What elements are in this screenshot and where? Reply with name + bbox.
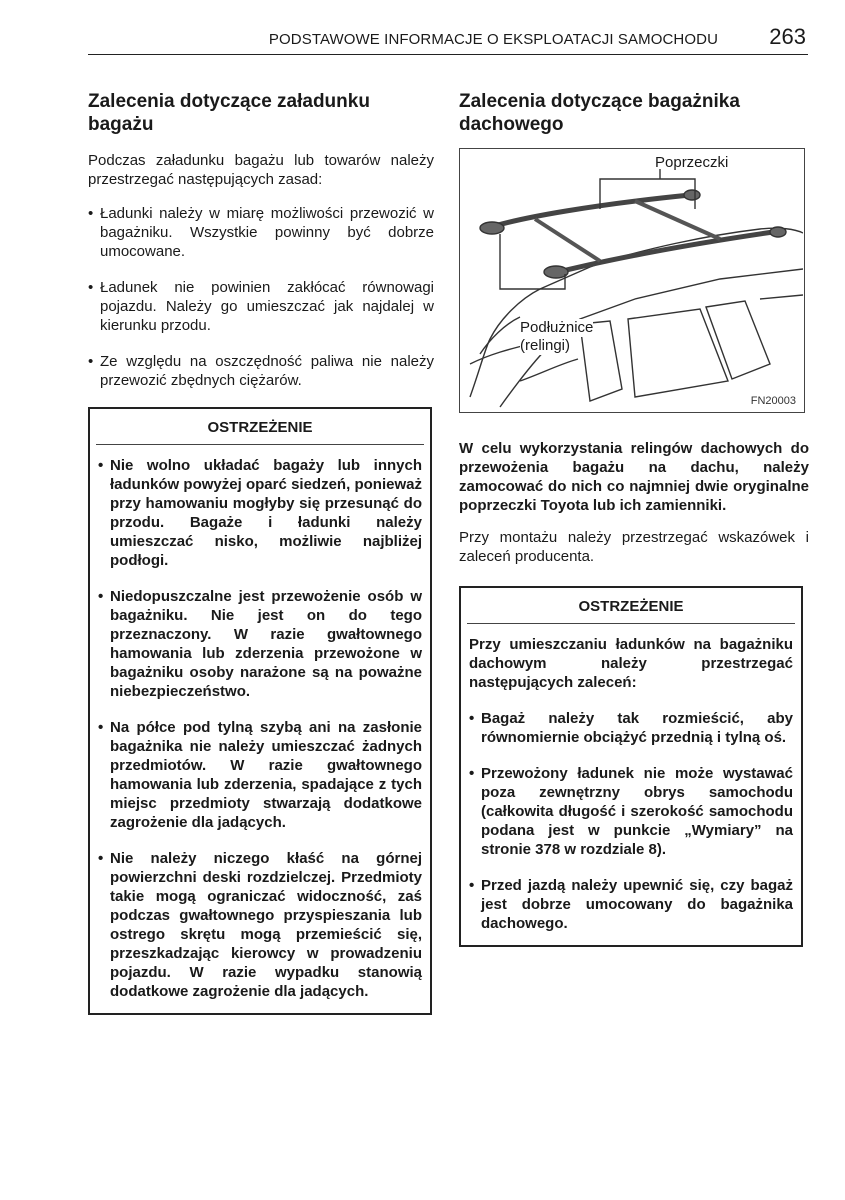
left-warning-box <box>88 407 432 1015</box>
warning-list <box>90 445 430 1001</box>
header-title: PODSTAWOWE INFORMACJE O EKSPLOATACJI SAMOCHODU <box>268 31 718 48</box>
warning-intro: Przy umieszczaniu ładunków na bagażniku dachowym należy przestrzegać następujących zaleceń: <box>469 636 793 691</box>
left-heading: Zalecenia dotyczące załadunku bagażu <box>88 91 370 135</box>
list-item: • Niedopuszczalne jest przewożenie osób w bagażniku. Nie jest on do tego przeznaczony. W razie gwałtownego hamowania lub zderzenia przewożone w bagażniku osoby narażone są na poważne niebezpieczeństwo. <box>98 587 422 701</box>
figure-code: FN20003 <box>750 395 796 407</box>
warning-title: OSTRZEŻENIE <box>96 409 424 445</box>
rails-label-1: Podłużnice <box>520 319 594 336</box>
list-item: • Ładunki należy w miarę możliwości przewozić w bagażniku. Wszystkie powinny być dobrze umocowane. <box>88 204 434 261</box>
list-item: • Bagaż należy tak rozmieścić, aby równomiernie obciążyć przednią i tylną oś. <box>469 709 793 747</box>
list-item: • Nie należy niczego kłaść na górnej powierzchni deski rozdzielczej. Przedmioty takie mogą ograniczać widoczność, zaś podczas gwałtownego przyspieszania lub ostrego skrętu mogą przemieścić się, przeszkadzając kierowcy w prowadzeniu pojazdu. W razie wypadku stanowią dodatkowe zagrożenie dla jadących. <box>98 849 422 1001</box>
right-column <box>459 90 809 947</box>
list-item: • Ze względu na oszczędność paliwa nie należy przewozić zbędnych ciężarów. <box>88 352 434 390</box>
warning-list <box>461 692 801 933</box>
rails-label-2: (relingi) <box>520 337 571 354</box>
page-header <box>88 24 808 55</box>
warning-title: OSTRZEŻENIE <box>467 588 795 624</box>
roof-rack-bold-paragraph: W celu wykorzystania relingów dachowych do przewożenia bagażu na dachu, należy zamocować do nich co najmniej dwie oryginalne poprzeczki Toyota lub ich zamienniki. <box>459 440 809 514</box>
right-warning-box <box>459 586 803 947</box>
list-item: • Na półce pod tylną szybą ani na zasłonie bagażnika nie należy umieszczać żadnych przedmiotów. W razie gwałtownego hamowania lub zderzenia, spadające z tych miejsc przedmioty stwarzają dodatkowe zagrożenie dla jadących. <box>98 718 422 832</box>
page-number: 263 <box>769 24 806 49</box>
list-item: • Przewożony ładunek nie może wystawać poza zewnętrzny obrys samochodu (całkowita długość i szerokość samochodu podana jest w punkcie „Wymiary” na stronie 378 w rozdziale 8). <box>469 764 793 859</box>
list-item: • Nie wolno układać bagaży lub innych ładunków powyżej oparć siedzeń, ponieważ przy hamowaniu mogłyby się przesunąć do przodu. Bagaże i ładunki należy umieszczać nisko, możliwie najbliżej podłogi. <box>98 456 422 570</box>
roof-rack-figure <box>459 148 805 413</box>
roof-rack-paragraph: Przy montażu należy przestrzegać wskazówek i zaleceń producenta. <box>459 529 809 565</box>
left-intro: Podczas załadunku bagażu lub towarów należy przestrzegać następujących zasad: <box>88 152 434 188</box>
crossbars-label: Poprzeczki <box>655 154 729 171</box>
list-item: • Ładunek nie powinien zakłócać równowagi pojazdu. Należy go umieszczać jak najdalej w kierunku przodu. <box>88 278 434 335</box>
right-heading: Zalecenia dotyczące bagażnika dachowego <box>459 91 740 135</box>
left-column <box>88 90 434 1015</box>
roof-rack-illustration <box>460 149 803 411</box>
left-bullet-list <box>88 204 434 390</box>
list-item: • Przed jazdą należy upewnić się, czy bagaż jest dobrze umocowany do bagażnika dachowego. <box>469 876 793 933</box>
